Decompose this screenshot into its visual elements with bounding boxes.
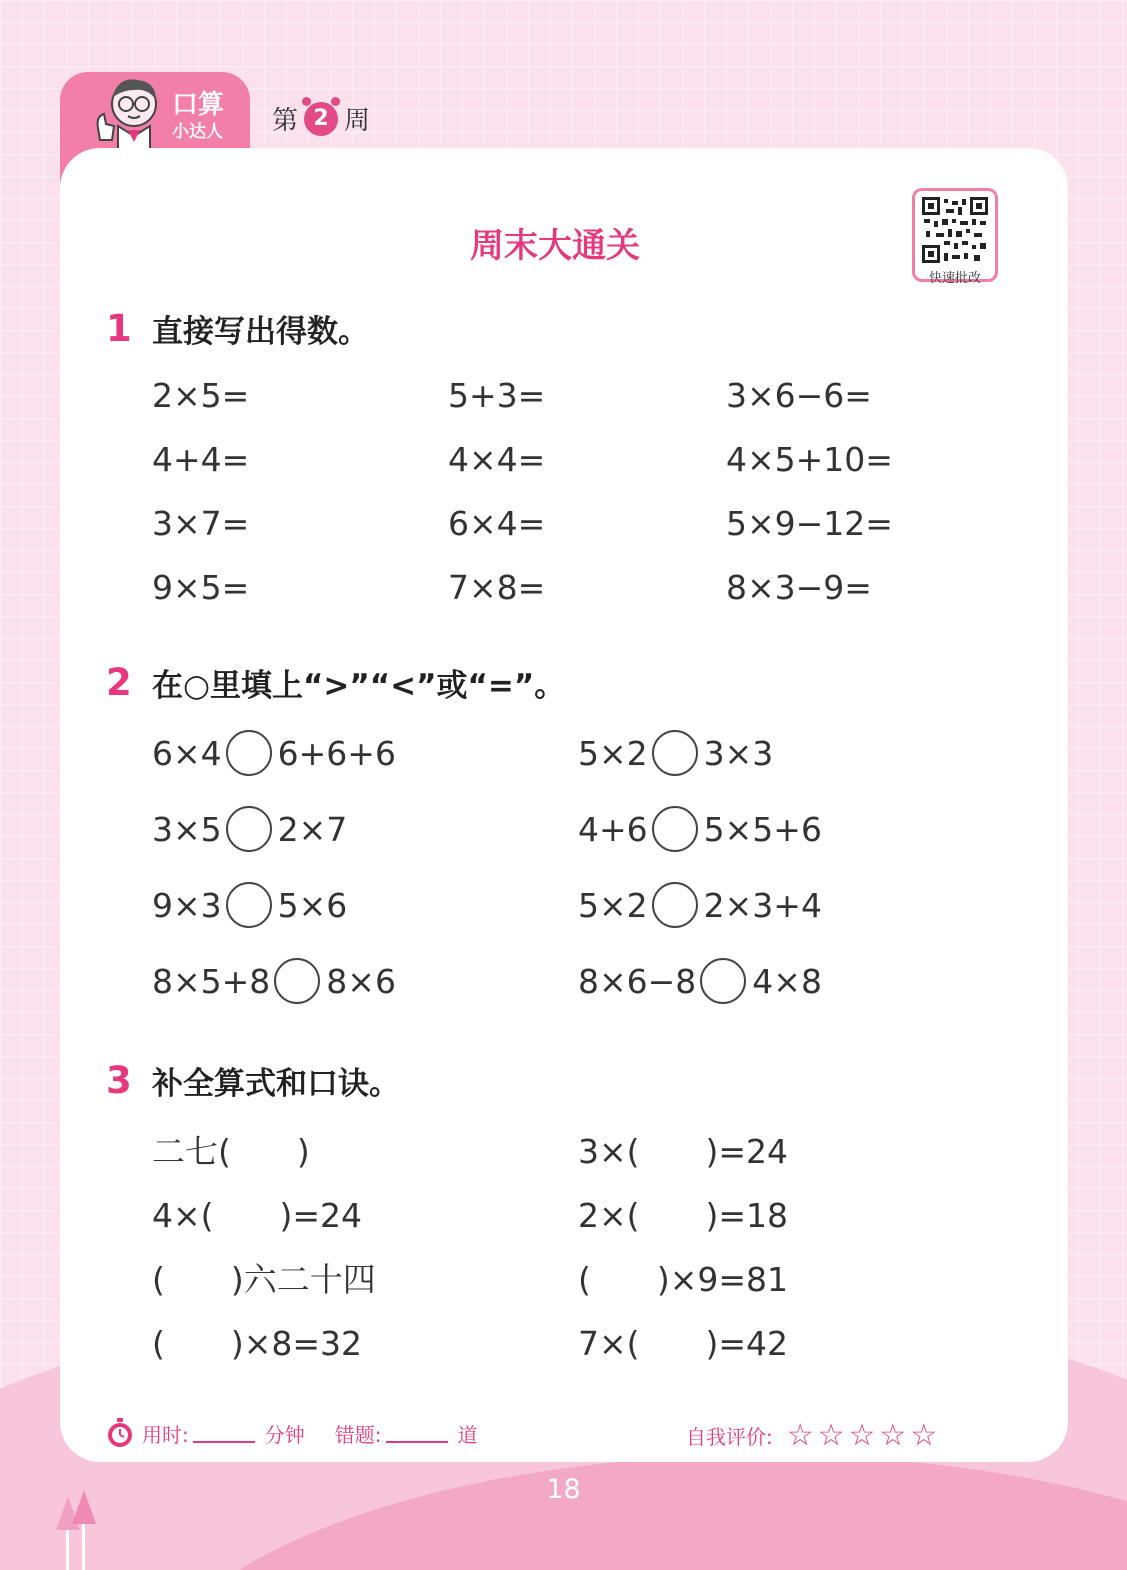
s1-expr[interactable]: 6×4= (448, 504, 546, 543)
compare-item (578, 882, 822, 928)
page-number: 18 (546, 1474, 581, 1505)
compare-item (578, 958, 822, 1004)
s1-expr[interactable]: 5+3= (448, 376, 546, 415)
compare-circle[interactable] (226, 806, 272, 852)
fill-blank-item[interactable]: 二七( ) (152, 1132, 310, 1171)
compare-item (578, 806, 822, 852)
section-2-number: 2 (106, 661, 132, 704)
week-prefix: 第 (272, 106, 299, 136)
section-2-instruction: 在○里填上“>”“<”或“=”。 (152, 668, 566, 704)
qr-code[interactable] (912, 188, 998, 286)
compare-circle[interactable] (226, 882, 272, 928)
compare-left: 5×2 (578, 733, 648, 773)
compare-circle[interactable] (652, 882, 698, 928)
compare-item (152, 806, 347, 852)
compare-right: 4×8 (752, 961, 822, 1001)
fill-blank-item[interactable]: 4×( )=24 (152, 1196, 363, 1235)
compare-right: 8×6 (326, 961, 396, 1001)
compare-item (578, 730, 773, 776)
compare-item (152, 882, 347, 928)
compare-left: 8×5+8 (152, 961, 271, 1001)
fill-blank-item[interactable]: 3×( )=24 (578, 1132, 789, 1171)
section-1-title (106, 306, 369, 351)
section-1-instruction: 直接写出得数。 (152, 314, 369, 350)
compare-right: 5×6 (277, 885, 348, 925)
s1-expr[interactable]: 7×8= (448, 568, 546, 607)
section-2-title (106, 660, 565, 705)
compare-circle[interactable] (700, 958, 746, 1004)
week-number: 2 (304, 102, 338, 136)
errors-label: 错题: (334, 1422, 382, 1447)
stopwatch-icon (106, 1418, 134, 1448)
s1-expr[interactable]: 2×5= (152, 376, 250, 415)
page-title: 周末大通关 (470, 226, 640, 266)
badge-subtitle: 小达人 (172, 122, 223, 142)
mascot-icon (88, 70, 168, 150)
qr-code-icon (922, 197, 988, 263)
fill-blank-item[interactable]: ( )×9=81 (578, 1260, 789, 1299)
section-3-title (106, 1058, 400, 1103)
self-eval-label: 自我评价: (686, 1425, 773, 1449)
section-3-number: 3 (106, 1059, 132, 1102)
time-label: 用时: (142, 1422, 189, 1447)
week-label (272, 100, 370, 137)
compare-left: 8×6−8 (578, 961, 697, 1001)
section-3-instruction: 补全算式和口诀。 (152, 1066, 400, 1102)
footer-time (106, 1418, 478, 1448)
s1-expr[interactable]: 9×5= (152, 568, 250, 607)
compare-circle[interactable] (226, 730, 272, 776)
compare-left: 4+6 (578, 809, 648, 849)
s1-expr[interactable]: 5×9−12= (726, 504, 893, 543)
s1-expr[interactable]: 4×5+10= (726, 440, 893, 479)
fill-blank-item[interactable]: ( )×8=32 (152, 1324, 363, 1363)
errors-blank[interactable] (386, 1423, 448, 1443)
compare-item (152, 958, 396, 1004)
badge-title: 口算 (172, 90, 225, 120)
compare-left: 3×5 (152, 809, 222, 849)
compare-right: 6+6+6 (277, 733, 396, 773)
compare-right: 5×5+6 (703, 809, 822, 849)
compare-left: 9×3 (152, 885, 222, 925)
compare-left: 6×4 (152, 733, 222, 773)
footer-self-eval (686, 1418, 941, 1453)
compare-circle[interactable] (274, 958, 320, 1004)
s1-expr[interactable]: 4+4= (152, 440, 250, 479)
rating-stars[interactable]: ☆☆☆☆☆ (786, 1418, 942, 1453)
fill-blank-item[interactable]: ( )六二十四 (152, 1260, 376, 1299)
s1-expr[interactable]: 3×6−6= (726, 376, 872, 415)
compare-left: 5×2 (578, 885, 648, 925)
compare-item (152, 730, 396, 776)
compare-circle[interactable] (652, 806, 698, 852)
tree-decoration-icon (54, 1490, 102, 1570)
section-1-number: 1 (106, 307, 132, 350)
time-unit: 分钟 (264, 1422, 305, 1447)
compare-circle[interactable] (652, 730, 698, 776)
s1-expr[interactable]: 3×7= (152, 504, 250, 543)
compare-right: 2×3+4 (703, 885, 822, 925)
fill-blank-item[interactable]: 2×( )=18 (578, 1196, 789, 1235)
time-blank[interactable] (193, 1423, 255, 1443)
fill-blank-item[interactable]: 7×( )=42 (578, 1324, 789, 1363)
errors-unit: 道 (457, 1422, 478, 1447)
qr-label: 快速批改 (928, 271, 981, 286)
week-suffix: 周 (344, 106, 371, 136)
compare-right: 3×3 (703, 733, 774, 773)
compare-right: 2×7 (277, 809, 348, 849)
s1-expr[interactable]: 8×3−9= (726, 568, 872, 607)
s1-expr[interactable]: 4×4= (448, 440, 546, 479)
